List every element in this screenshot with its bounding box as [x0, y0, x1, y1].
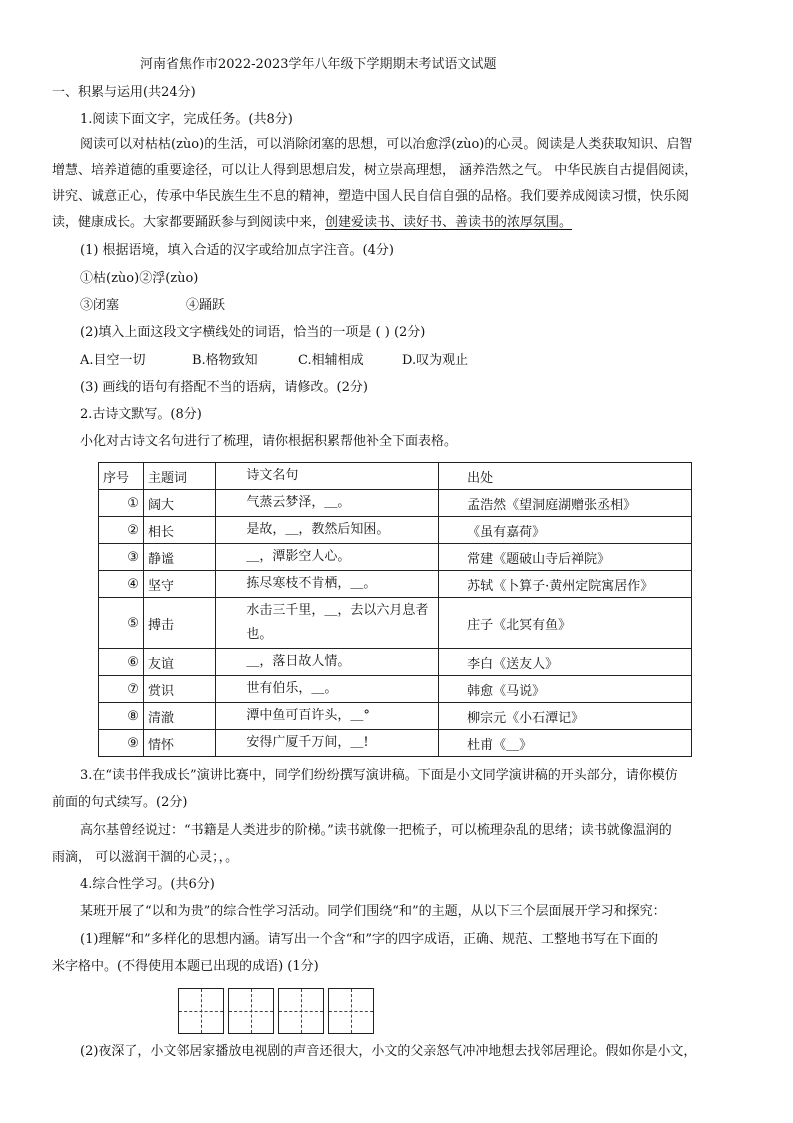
- q4-line: 某班开展了“以和为贵”的综合性学习活动。同学们围绕“和”的主题，从以下三个层面展开学习和探究：: [80, 904, 666, 919]
- row-source: 《虽有嘉荷》: [439, 517, 692, 544]
- table-row: [99, 544, 692, 571]
- q1-underlined-sentence: 创建爱读书、读好书、善读书的浓厚氛围。: [325, 215, 573, 230]
- q4-heading: 4.综合性学习。(共6分): [80, 877, 215, 892]
- row-source: 李白《送友人》: [439, 649, 692, 676]
- q1-paragraph-line: 阅读可以对枯枯(zùo)的生活，可以消除闭塞的思想，可以冶愈浮(zùo)的心灵。阅读是人类获取知识、启智: [80, 137, 693, 152]
- row-theme: 坚守: [143, 571, 215, 598]
- row-theme: 赏识: [143, 676, 215, 703]
- row-theme: 搏击: [143, 598, 215, 649]
- row-source: 韩愈《马说》: [439, 676, 692, 703]
- row-number: ④: [99, 571, 144, 598]
- table-header-cell: 主题词: [143, 463, 215, 490]
- mizi-cell[interactable]: [228, 988, 274, 1034]
- row-number: ⑤: [99, 598, 144, 649]
- q3-line: 3.在“读书伴我成长”演讲比赛中，同学们纷纷撰写演讲稿。下面是小文同学演讲稿的开头部分，请你模仿: [80, 768, 678, 783]
- row-verse: ＿，落日故人情。: [216, 649, 439, 676]
- row-number: ①: [99, 490, 144, 517]
- row-number: ⑥: [99, 649, 144, 676]
- q1-sub-2: (2)填入上面这段文字横线处的词语，恰当的一项是 ( ) (2分): [80, 325, 426, 340]
- table-row: [99, 490, 692, 517]
- q1-paragraph-line: 增慧、培养道德的重要途径，可以让人得到思想启发，树立崇高理想， 涵养浩然之气。 中华民族自古提倡阅读，: [52, 163, 698, 178]
- option-c: C.相辅相成: [298, 353, 364, 368]
- q1-paragraph-line: 讲究、诚意正心，传承中华民族生生不息的精神，塑造中国人民自信自强的品格。我们要养成阅读习惯，快乐阅: [52, 189, 690, 204]
- q3-line: 雨滴， 可以滋润干涸的心灵；，。: [52, 850, 239, 865]
- option-d: D.叹为观止: [402, 353, 469, 368]
- row-theme: 情怀: [143, 730, 215, 757]
- table-header-cell: 序号: [99, 463, 144, 490]
- mizi-cell[interactable]: [178, 988, 224, 1034]
- row-source: 苏轼《卜算子·黄州定院寓居作》: [439, 571, 692, 598]
- row-source: 常建《题破山寺后禅院》: [439, 544, 692, 571]
- table-row: [99, 703, 692, 730]
- option-a: A.目空一切: [80, 353, 146, 368]
- row-verse: ＿，潭影空人心。: [216, 544, 439, 571]
- q1-sub-1-item: ④踊跃: [186, 298, 226, 313]
- q3-line: 高尔基曾经说过：“书籍是人类进步的阶梯。”读书就像一把梳子，可以梳理杂乱的思绪；读书就像温润的: [80, 823, 672, 838]
- q1-sub-3: (3) 画线的语句有搭配不当的语病，请修改。(2分): [80, 380, 368, 395]
- row-theme: 阔大: [143, 490, 215, 517]
- q1-paragraph-line: [52, 214, 572, 232]
- table-row: [99, 676, 692, 703]
- mizi-grid[interactable]: [178, 988, 374, 1034]
- row-verse: 世有伯乐，＿。: [216, 676, 439, 703]
- page-title: 河南省焦作市2022-2023学年八年级下学期期末考试语文试题: [140, 57, 497, 72]
- row-theme: 清澈: [143, 703, 215, 730]
- option-b: B.格物致知: [192, 353, 258, 368]
- q4-line: 米字格中。(不得使用本题已出现的成语) (1分): [52, 959, 319, 974]
- row-theme: 相长: [143, 517, 215, 544]
- mizi-cell[interactable]: [278, 988, 324, 1034]
- row-verse: 水击三千里，＿，去以六月息者也。: [216, 598, 439, 649]
- q1-heading: 1.阅读下面文字，完成任务。(共8分): [80, 112, 293, 127]
- q4-line: (2)夜深了，小文邻居家播放电视剧的声音还很大，小文的父亲怒气冲冲地想去找邻居理论。假如你是小文，: [80, 1044, 697, 1059]
- row-source: 杜甫《＿》: [439, 730, 692, 757]
- mizi-cell[interactable]: [328, 988, 374, 1034]
- row-verse: 潭中鱼可百许头，＿°: [216, 703, 439, 730]
- table-row: [99, 571, 692, 598]
- row-verse: 是故，＿，教然后知困。: [216, 517, 439, 544]
- table-row: [99, 598, 692, 649]
- row-verse: 拣尽寒枝不肯栖，＿。: [216, 571, 439, 598]
- row-source: 孟浩然《望洞庭湖赠张丞相》: [439, 490, 692, 517]
- q1-sub-1-items: ①枯(zùo)②浮(zùo): [80, 271, 199, 286]
- row-number: ⑨: [99, 730, 144, 757]
- row-source: 柳宗元《小石潭记》: [439, 703, 692, 730]
- table-row: [99, 730, 692, 757]
- table-header-cell: 诗文名句: [216, 463, 439, 490]
- q4-line: (1)理解“和”多样化的思想内涵。请写出一个含“和”字的四字成语，正确、规范、工整地书写在下面的: [80, 932, 658, 947]
- row-number: ⑧: [99, 703, 144, 730]
- row-source: 庄子《北冥有鱼》: [439, 598, 692, 649]
- table-row: [99, 517, 692, 544]
- table-row: [99, 649, 692, 676]
- row-number: ②: [99, 517, 144, 544]
- row-theme: 静谧: [143, 544, 215, 571]
- q1-paragraph-text: 读，健康成长。大家都要踊跃参与到阅读中来，: [52, 215, 326, 230]
- q1-sub-1: (1) 根据语境，填入合适的汉字或给加点字注音。(4分): [80, 243, 394, 258]
- poem-table: [98, 462, 692, 757]
- row-verse: 气蒸云梦泽，＿。: [216, 490, 439, 517]
- row-theme: 友谊: [143, 649, 215, 676]
- q3-line: 前面的句式续写。(2分): [52, 795, 188, 810]
- row-number: ⑦: [99, 676, 144, 703]
- section-heading: 一、积累与运用(共24分): [52, 85, 196, 100]
- q2-intro: 小化对古诗文名句进行了梳理，请你根据积累帮他补全下面表格。: [80, 434, 458, 449]
- row-number: ③: [99, 544, 144, 571]
- row-verse: 安得广厦千万间，＿!: [216, 730, 439, 757]
- table-header-cell: 出处: [439, 463, 692, 490]
- table-header-row: [99, 463, 692, 490]
- q1-sub-1-item: ③闭塞: [80, 298, 120, 313]
- q2-heading: 2.古诗文默写。(8分): [80, 407, 202, 422]
